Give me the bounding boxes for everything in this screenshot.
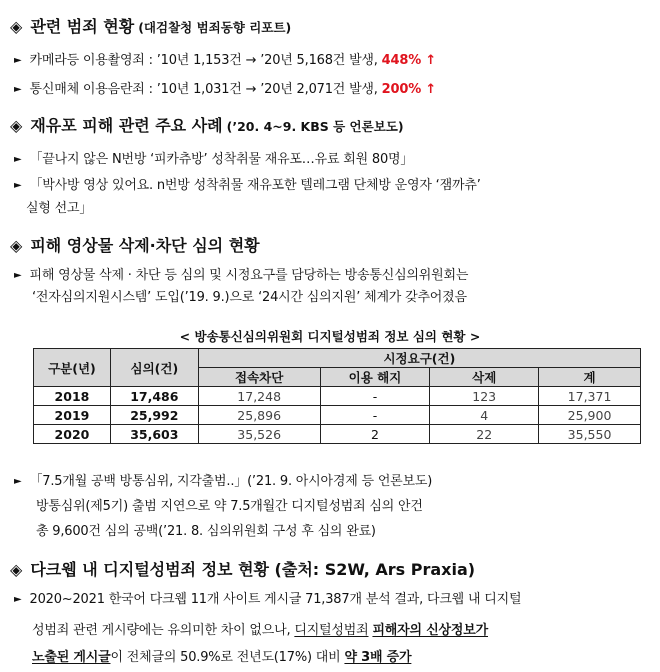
triangle-bullet-icon: ►	[14, 154, 22, 165]
triangle-bullet-icon: ►	[14, 594, 22, 605]
diamond-bullet-icon: ◈	[10, 560, 23, 579]
list-item: ► 카메라등 이용촬영죄 : ’10년 1,153건 → ’20년 5,168건 발생, 448% ↑	[14, 53, 437, 68]
table-caption: < 방송통신심의위원회 디지털성범죄 정보 심의 현황 >	[179, 329, 481, 344]
triangle-bullet-icon: ►	[14, 55, 22, 66]
table-row: 2019 25,992 25,896 - 4 25,900	[34, 406, 641, 425]
triangle-bullet-icon: ►	[14, 180, 22, 191]
section-heading-redistribution-cases: ◈ 재유포 피해 관련 주요 사례 (’20. 4~9. KBS 등 언론보도)	[10, 116, 404, 135]
col-header-delete: 삭제	[430, 368, 539, 387]
col-header-review: 심의(건)	[110, 349, 198, 387]
diamond-bullet-icon: ◈	[10, 116, 23, 135]
list-item-continuation: 총 9,600건 심의 공백(’21. 8. 심의위원회 구성 후 심의 완료)	[36, 524, 376, 539]
triangle-bullet-icon: ►	[14, 476, 22, 487]
diamond-bullet-icon: ◈	[10, 17, 23, 36]
list-item-continuation: 성범죄 관련 게시량에는 유의미한 차이 없으나, 디지털성범죄 피해자의 신상정보가	[32, 623, 488, 638]
increase-rate: 200% ↑	[381, 82, 437, 97]
list-item-continuation: 실형 선고」	[26, 201, 93, 216]
list-item: ► 「7.5개월 공백 방통심위, 지각출범..」(’21. 9. 아시아경제 등 언론보도)	[14, 474, 433, 489]
triangle-bullet-icon: ►	[14, 270, 22, 281]
list-item: ► 2020~2021 한국어 다크웹 11개 사이트 게시글 71,387개 분석 결과, 다크웹 내 디지털	[14, 592, 522, 607]
diamond-bullet-icon: ◈	[10, 236, 23, 255]
section-heading-crime-status: ◈ 관련 범죄 현황 (대검찰청 범죄동향 리포트)	[10, 17, 292, 36]
section-source: (대검찰청 범죄동향 리포트)	[138, 20, 292, 35]
table-row: 2018 17,486 17,248 - 123 17,371	[34, 387, 641, 406]
list-item: ► 피해 영상물 삭제 · 차단 등 심의 및 시정요구를 담당하는 방송통신심의위원회는	[14, 268, 469, 283]
increase-rate: 448% ↑	[381, 53, 437, 68]
col-header-cancel: 이용 해지	[320, 368, 430, 387]
emphasis-text: 약 3배 증가	[344, 650, 412, 665]
col-header-year: 구분(년)	[34, 349, 111, 387]
list-item: ► 「박사방 영상 있어요. n번방 성착취물 재유포한 텔레그램 단체방 운영자 ‘잼까츄’	[14, 178, 481, 193]
emphasis-text: 피해자의 신상정보가	[372, 623, 488, 638]
section-heading-review-status: ◈ 피해 영상물 삭제·차단 심의 현황	[10, 236, 260, 255]
section-heading-darkweb-status: ◈ 다크웹 내 디지털성범죄 정보 현황 (출처: S2W, Ars Praxia)	[10, 560, 476, 579]
triangle-bullet-icon: ►	[14, 84, 22, 95]
emphasis-text: 노출된 게시글	[32, 650, 111, 665]
col-header-total: 계	[539, 368, 641, 387]
list-item: ► 통신매체 이용음란죄 : ’10년 1,031건 → ’20년 2,071건 발생, 200% ↑	[14, 82, 437, 97]
list-item-continuation: ‘전자심의지원시스템’ 도입(’19. 9.)으로 ‘24시간 심의지원’ 체계가 갖추어졌음	[32, 290, 467, 305]
col-header-block: 접속차단	[198, 368, 320, 387]
table-row: 2020 35,603 35,526 2 22 35,550	[34, 425, 641, 444]
section-source: (’20. 4~9. KBS 등 언론보도)	[226, 119, 404, 134]
col-header-correction-group: 시정요구(건)	[198, 349, 640, 368]
review-status-table	[33, 348, 641, 444]
list-item-continuation: 방통심위(제5기) 출범 지연으로 약 7.5개월간 디지털성범죄 심의 안건	[36, 499, 423, 514]
list-item: ► 「끝나지 않은 N번방 ‘피카츄방’ 성착취물 재유포…유료 회원 80명」	[14, 152, 414, 167]
list-item-continuation: 노출된 게시글이 전체글의 50.9%로 전년도(17%) 대비 약 3배 증가	[32, 650, 412, 665]
